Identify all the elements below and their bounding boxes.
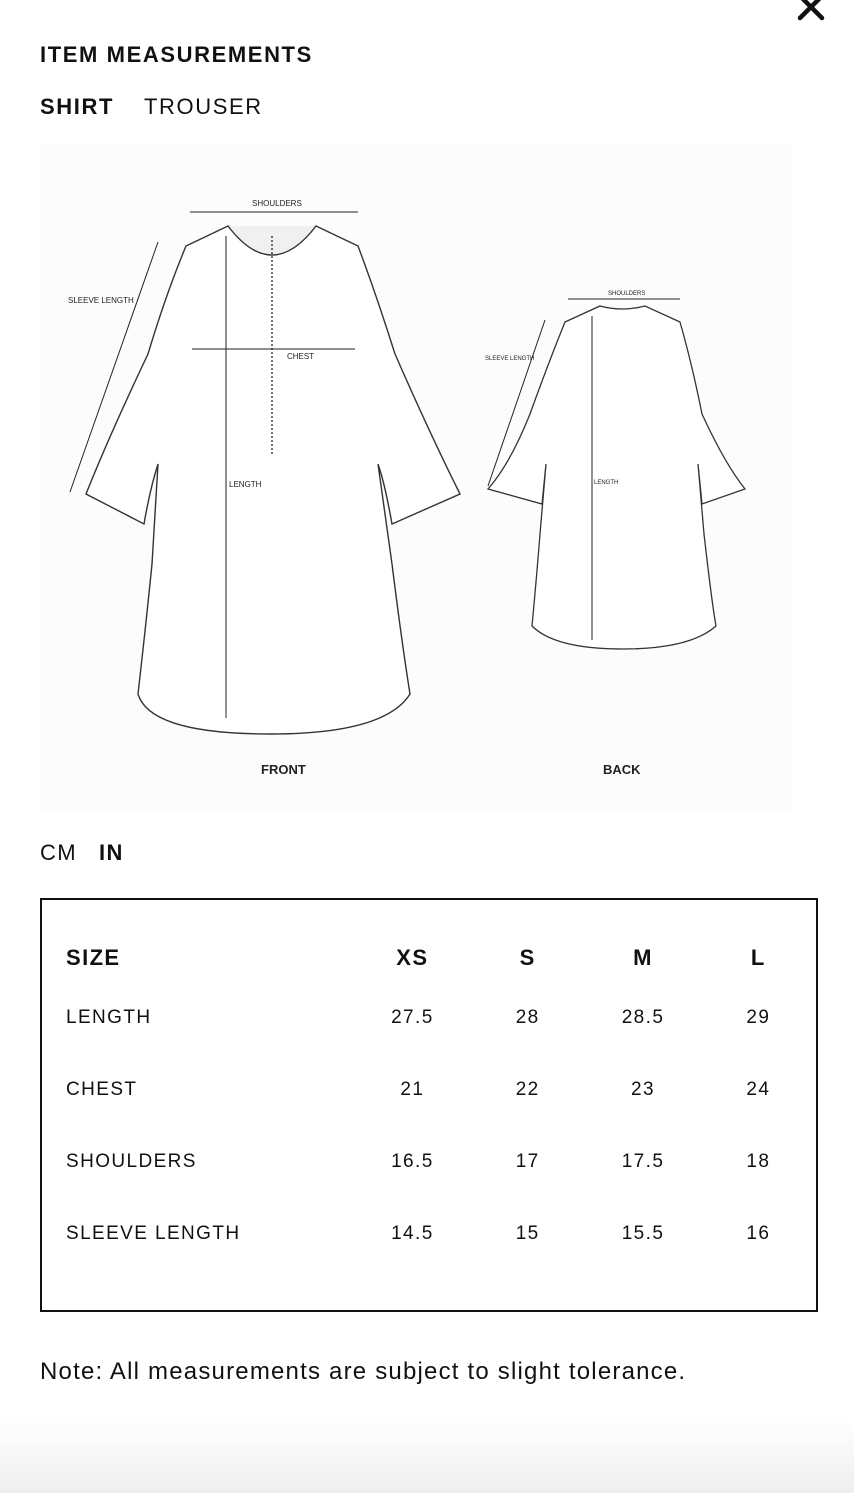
header-m: M [633, 945, 653, 970]
table-cell: 22 [515, 1079, 540, 1100]
table-cell: 24 [746, 1079, 771, 1100]
back-sleeve-length-label: SLEEVE LENGTH [485, 356, 535, 362]
tab-shirt[interactable]: SHIRT [40, 94, 114, 119]
table-cell: 23 [631, 1079, 655, 1100]
tolerance-note: Note: All measurements are subject to slight tolerance. [40, 1358, 687, 1385]
size-table [66, 938, 816, 1270]
front-caption: FRONT [261, 762, 306, 777]
front-shoulders-label: SHOULDERS [252, 199, 302, 208]
table-cell: 15.5 [621, 1223, 665, 1244]
table-cell: 17.5 [621, 1151, 665, 1172]
garment-tabs [40, 94, 263, 120]
table-row [66, 982, 816, 1054]
garment-diagram [40, 144, 792, 810]
table-cell: 16.5 [391, 1151, 434, 1172]
row-label: LENGTH [66, 1007, 152, 1028]
table-cell: 18 [746, 1151, 771, 1172]
row-label: CHEST [66, 1079, 138, 1100]
table-cell: 28 [515, 1007, 540, 1028]
table-cell: 16 [746, 1223, 771, 1244]
header-xs: XS [396, 945, 429, 970]
back-shoulders-label: SHOULDERS [608, 291, 646, 297]
row-label: SHOULDERS [66, 1151, 197, 1172]
measurement-illustration [40, 144, 792, 810]
table-cell: 27.5 [391, 1007, 434, 1028]
header-s: S [519, 945, 536, 970]
tab-trouser[interactable]: TROUSER [144, 94, 263, 119]
table-header-row [66, 938, 816, 982]
row-label: SLEEVE LENGTH [66, 1223, 241, 1244]
unit-toggle [40, 840, 124, 866]
unit-in[interactable]: IN [99, 840, 124, 865]
bottom-shadow [0, 1418, 854, 1493]
modal-title: ITEM MEASUREMENTS [40, 42, 313, 67]
front-sleeve-length-label: SLEEVE LENGTH [68, 296, 134, 305]
back-length-label: LENGTH [594, 480, 619, 486]
table-cell: 17 [515, 1151, 540, 1172]
header-l: L [750, 945, 766, 970]
size-table-container [40, 898, 818, 1312]
header-size: SIZE [66, 945, 121, 970]
table-cell: 15 [515, 1223, 540, 1244]
unit-cm[interactable]: CM [40, 840, 78, 865]
close-button[interactable] [794, 0, 828, 24]
front-length-label: LENGTH [229, 480, 262, 489]
table-cell: 21 [400, 1079, 425, 1100]
back-caption: BACK [603, 762, 641, 777]
table-row [66, 1126, 816, 1198]
table-row [66, 1198, 816, 1270]
table-cell: 29 [746, 1007, 771, 1028]
table-cell: 14.5 [391, 1223, 434, 1244]
table-row [66, 1054, 816, 1126]
front-chest-label: CHEST [287, 352, 315, 361]
table-cell: 28.5 [621, 1007, 665, 1028]
close-icon [794, 0, 828, 24]
